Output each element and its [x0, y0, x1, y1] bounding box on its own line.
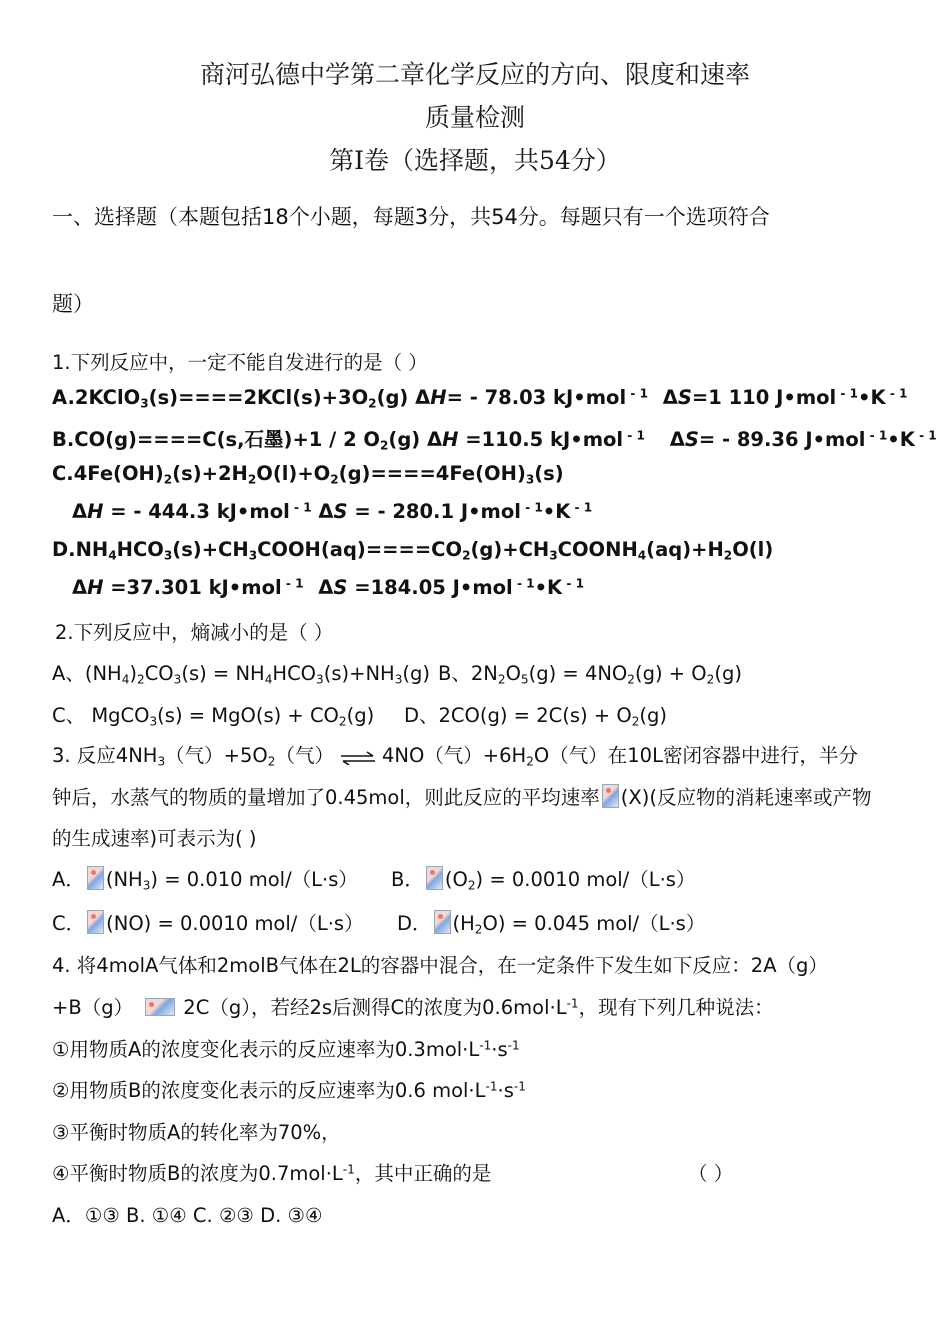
q4-statement-3: ③平衡时物质A的转化率为70%，: [52, 1121, 341, 1144]
q3-option-a: A． $(NH_3) = 0.010$ mol/（L·s）: [52, 868, 358, 893]
q1-option-b: B.CO(g)====C(s,石墨)+1 / 2 $O_2(g)$ ΔH =110.5 kJ•mol $^{- 1}$ ΔS= - 89.36 J•mol $^{- 1}$•K $^{- 1}$: [52, 428, 937, 453]
q1-option-a: $A.2KClO_3(s)====2KCl(s)+3O_2(g)$ ΔH= - 78.03 kJ•mol $^{- 1}$ ΔS=1 110 J•mol $^{- 1}$•K $^{- 1}$: [52, 386, 908, 411]
q2-option-a: A、$(NH_4)_2CO_3(s) = NH_4HCO_3(s)+NH_3(g)$: [52, 662, 430, 687]
q1-option-c-thermo: ΔH = - 444.3 kJ•mol $^{- 1}$ ΔS = - 280.1 J•mol $^{- 1}$•K $^{- 1}$: [72, 500, 593, 523]
rate-symbol-image-icon: [87, 910, 104, 934]
rate-symbol-image-icon: [602, 784, 619, 808]
q4-statement-4: ④平衡时物质B的浓度为$0.7mol\cdot L^{-1}$，其中正确的是: [52, 1162, 492, 1185]
rate-symbol-image-icon: [434, 910, 451, 934]
q3-line2: 钟后，水蒸气的物质的量增加了0.45mol，则此反应的平均速率 (X)(反应物的消耗速率或产物: [52, 786, 872, 809]
q4-line2: +B（g） 2C（g），若经2s后测得C的浓度为$0.6mol\cdot L^{-1}$，现有下列几种说法：: [52, 996, 774, 1019]
section-heading-cont: 题）: [52, 292, 94, 316]
q1-stem: 1.下列反应中，一定不能自发进行的是（ ）: [52, 351, 428, 374]
q1-option-d-thermo: ΔH =37.301 kJ•mol $^{- 1}$ ΔS =184.05 J•mol $^{- 1}$•K $^{- 1}$: [72, 576, 584, 599]
q2-option-b: B、$2N_2O_5(g) = 4NO_2(g) + O_2(g)$: [438, 662, 742, 687]
q2-option-c: C、 MgCO$_3$(s) = $MgO(s) + CO_2(g)$: [52, 704, 375, 729]
reversible-arrow-icon: [340, 751, 376, 765]
q4-statement-2: ②用物质B的浓度变化表示的反应速率为0.6 $mol\cdot L^{-1}\cdot s^{-1}$: [52, 1079, 526, 1102]
q2-stem: 2.下列反应中，熵减小的是（ ）: [55, 621, 334, 644]
rate-symbol-image-icon: [426, 866, 443, 890]
section-heading: 一、选择题（本题包括18个小题，每题3分，共54分。每题只有一个选项符合: [52, 205, 770, 229]
q4-answer-bracket: （ ）: [688, 1162, 734, 1185]
q2-option-d: D、$2CO(g) = 2C(s) + O_2(g)$: [404, 704, 667, 729]
q3-option-b: B． $(O_2) = 0.0010$ mol/（L·s）: [391, 868, 696, 893]
q4-options: A．①③ B. ①④ C. ②③ D. ③④: [52, 1204, 323, 1227]
q3-line1: 3. 反应$4NH_3$（气）$+5O_2$（气） 4NO（气）$+6H_2O$（气）在10L密闭容器中进行，半分: [52, 744, 858, 769]
reversible-arrow-image-icon: [145, 998, 175, 1016]
q3-option-d: D． $(H_2O) = 0.045$ mol/（L·s）: [397, 912, 706, 937]
q4-line1: 4. 将4molA气体和2molB气体在2L的容器中混合，在一定条件下发生如下反应：2A（g）: [52, 954, 828, 977]
doc-title-line3: 第Ⅰ卷（选择题，共54分）: [329, 146, 621, 175]
doc-title-line1: 商河弘德中学第二章化学反应的方向、限度和速率: [199, 60, 750, 89]
rate-symbol-image-icon: [87, 866, 104, 890]
q3-option-c: C． (NO) = 0.0010 mol/（L·s）: [52, 912, 364, 935]
q1-option-d: $D.NH_4HCO_3(s)+CH_3COOH(aq)====CO_2(g)+CH_3COONH_4(aq)+H_2O(l)$: [52, 538, 774, 563]
doc-title-line2: 质量检测: [424, 103, 525, 132]
q4-statement-1: ①用物质A的浓度变化表示的反应速率为$0.3mol\cdot L^{-1}\cdot s^{-1}$: [52, 1038, 520, 1061]
q3-line3: 的生成速率)可表示为( ): [52, 827, 257, 850]
q1-option-c: $C.4Fe(OH)_2(s)+2H_2O(l)+O_2(g)====4Fe(OH)_3(s)$: [52, 462, 564, 487]
